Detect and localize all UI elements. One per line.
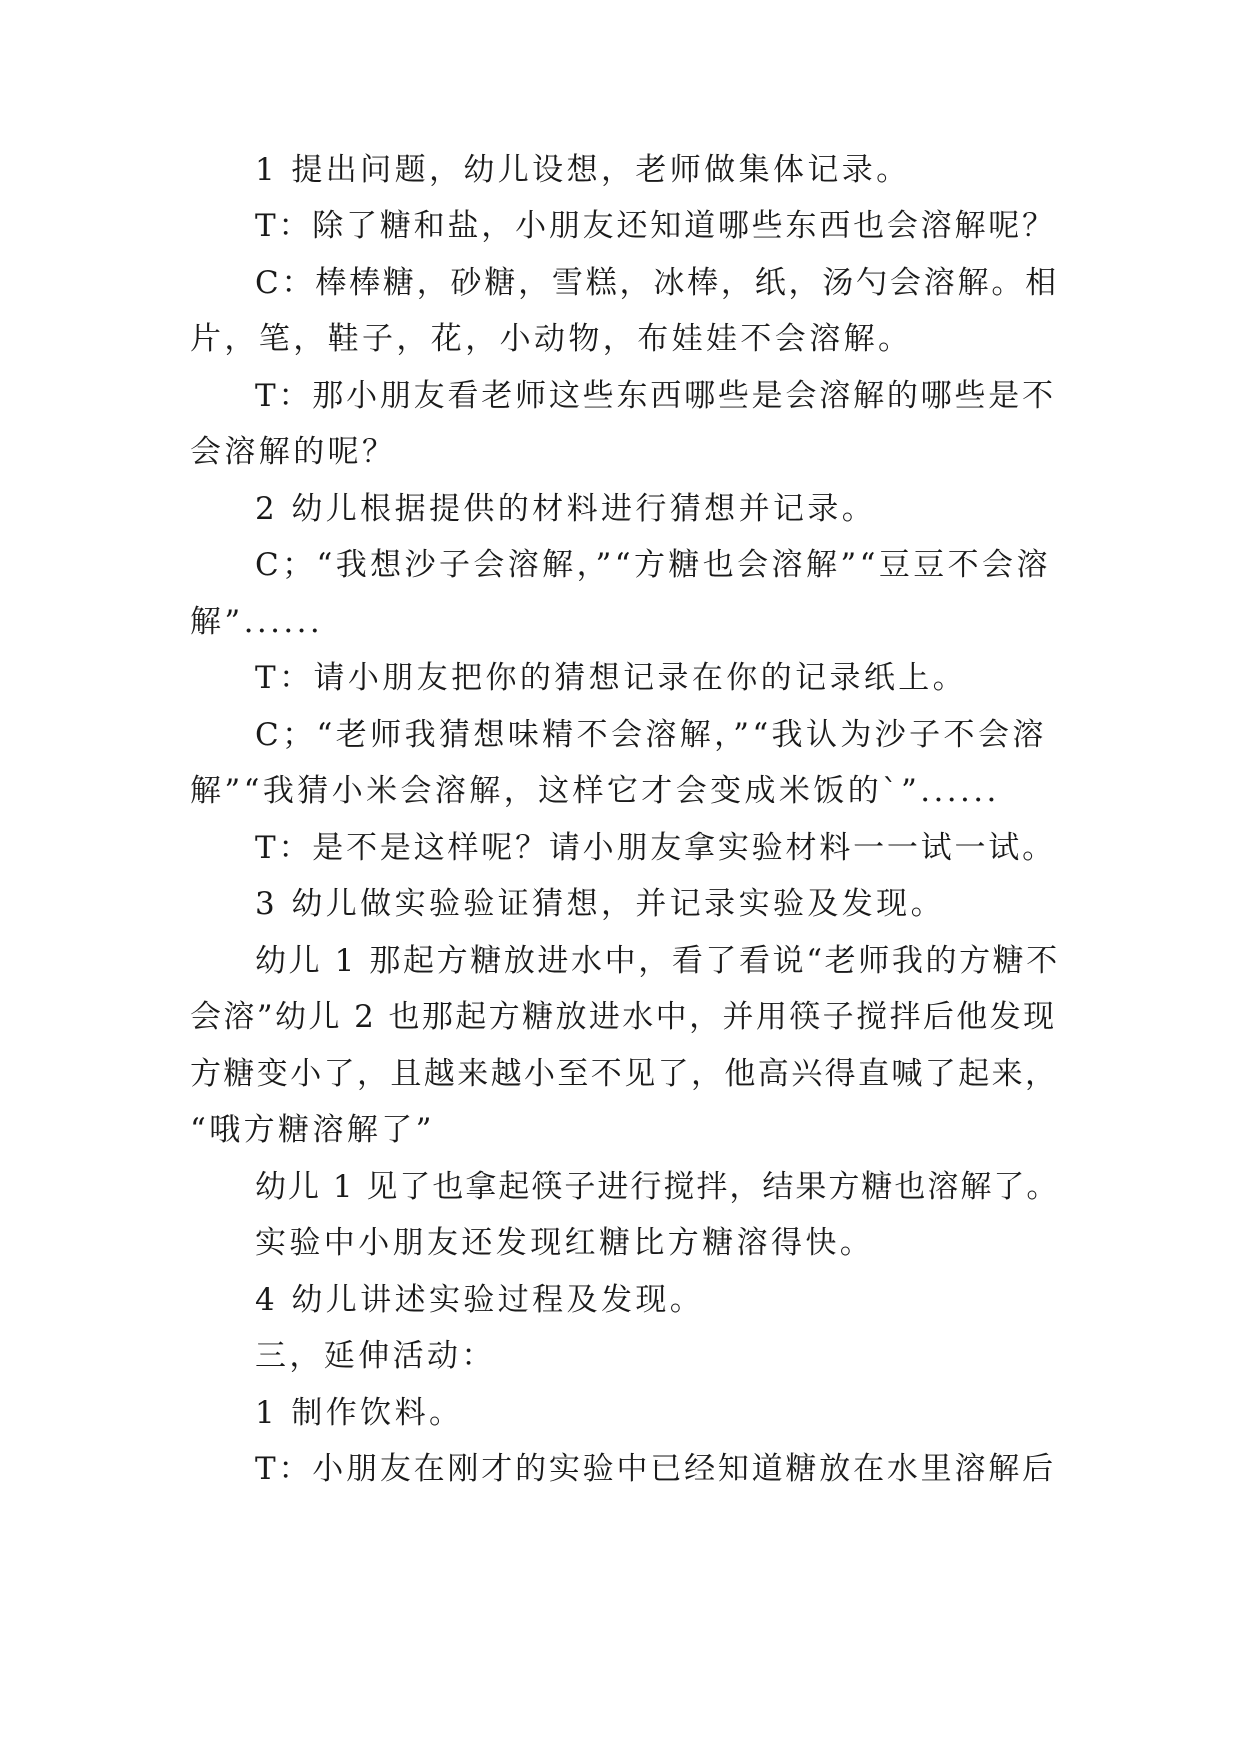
text-line: C；“老师我猜想味精不会溶解，”“我认为沙子不会溶 — [255, 717, 1047, 753]
text-line: T：小朋友在刚才的实验中已经知道糖放在水里溶解后 — [255, 1451, 1056, 1487]
text-line: 解”“我猜小米会溶解，这样它才会变成米饭的`”...... — [190, 773, 1000, 809]
text-line: T：除了糖和盐，小朋友还知道哪些东西也会溶解呢？ — [255, 208, 1056, 244]
text-line: 片，笔，鞋子，花，小动物，布娃娃不会溶解。 — [190, 321, 913, 357]
text-line: 幼儿 1 那起方糖放进水中，看了看说“老师我的方糖不 — [255, 943, 1060, 979]
text-line: 实验中小朋友还发现红糖比方糖溶得快。 — [255, 1225, 875, 1261]
text-line: C：棒棒糖，砂糖，雪糕，冰棒，纸，汤勺会溶解。相 — [255, 265, 1059, 301]
text-line: 1 制作饮料。 — [255, 1395, 464, 1431]
text-line: T：那小朋友看老师这些东西哪些是会溶解的哪些是不 — [255, 378, 1056, 414]
text-line: 3 幼儿做实验验证猜想，并记录实验及发现。 — [255, 886, 945, 922]
text-line: 2 幼儿根据提供的材料进行猜想并记录。 — [255, 491, 877, 527]
text-line: 4 幼儿讲述实验过程及发现。 — [255, 1282, 705, 1318]
text-line: 会溶解的呢？ — [190, 434, 397, 470]
text-line: 三，延伸活动： — [255, 1338, 496, 1374]
text-line: “哦方糖溶解了” — [190, 1112, 435, 1148]
text-line: 解”...... — [190, 604, 324, 640]
text-line: 会溶”幼儿 2 也那起方糖放进水中，并用筷子搅拌后他发现 — [190, 999, 1057, 1035]
text-line: T：请小朋友把你的猜想记录在你的记录纸上。 — [255, 660, 968, 696]
text-line: C；“我想沙子会溶解，”“方糖也会溶解”“豆豆不会溶 — [255, 547, 1051, 583]
text-line: 幼儿 1 见了也拿起筷子进行搅拌，结果方糖也溶解了。 — [255, 1169, 1060, 1205]
text-line: 1 提出问题，幼儿设想，老师做集体记录。 — [255, 152, 911, 188]
text-line: T：是不是这样呢？请小朋友拿实验材料一一试一试。 — [255, 830, 1056, 866]
text-line: 方糖变小了，且越来越小至不见了，他高兴得直喊了起来， — [190, 1056, 1059, 1092]
